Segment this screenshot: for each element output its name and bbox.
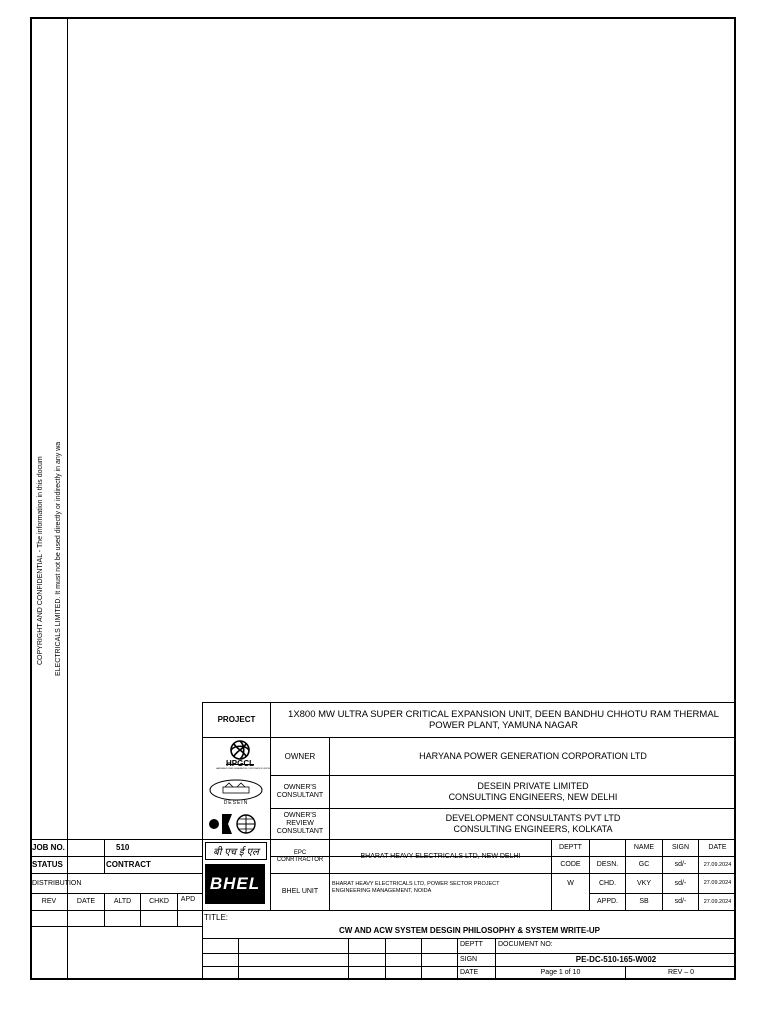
owners-consultant-line-1: DESEIN PRIVATE LIMITED (477, 781, 589, 791)
review-consultant-line-2: CONSULTING ENGINEERS, KOLKATA (453, 824, 613, 834)
approval-date: 27.09.2024 (703, 861, 732, 868)
review-consultant-value (330, 809, 736, 839)
bhel-unit-value (332, 881, 550, 895)
header-date: DATE (708, 844, 727, 851)
owners-consultant-label-1: OWNER'S (283, 784, 317, 791)
document-title: CW AND ACW SYSTEM DESGIN PHILOSOPHY & SYSTEM WRITE-UP (338, 926, 601, 935)
bhel-logo-box (205, 864, 265, 904)
project-title (271, 703, 736, 737)
hpgcl-logo-text: HPGCL (226, 759, 254, 768)
dcpl-logo (206, 812, 264, 836)
approval-date: 27.09.2024 (703, 898, 732, 905)
doc-date-label: DATE (460, 969, 479, 976)
epc-label (271, 840, 329, 873)
copyright-line-1: COPYRIGHT AND CONFIDENTIAL - The information in this docum (37, 456, 44, 665)
project-line-2: POWER PLANT, YAMUNA NAGAR (428, 720, 579, 731)
approval-sign: sd/- (674, 898, 687, 905)
dcpl-emblem-icon (206, 812, 264, 836)
bhel-logo (203, 840, 270, 910)
altd-header: ALTD (113, 898, 132, 905)
owners-consultant-value (330, 776, 736, 808)
review-consultant-label-1: OWNER'S (283, 812, 317, 819)
bhel-unit-line-1: BHARAT HEAVY ELECTRICALS LTD, POWER SECTOR PROJECT (332, 881, 500, 887)
approval-name: VKY (636, 879, 651, 887)
review-consultant-label-2: REVIEW (286, 820, 314, 827)
project-label: PROJECT (217, 715, 256, 724)
owners-consultant-label-2: CONSULTANT (276, 792, 324, 799)
status-label: STATUS (32, 860, 63, 869)
hpgcl-logo-subtext: HARYANA POWER GENERATION CORPORATION LIMITED (216, 768, 271, 770)
review-consultant-label (271, 809, 329, 839)
approval-sign: sd/- (674, 861, 687, 868)
bhel-unit-line-2: ENGINEERING MANAGEMENT, NOIDA (332, 888, 432, 894)
job-label: JOB NO. (32, 843, 65, 852)
deptt-label: DEPTT (559, 844, 582, 851)
doc-no-label: DOCUMENT NO: (498, 941, 553, 948)
approval-role: DESN. (596, 861, 619, 868)
desein-logo (207, 778, 265, 806)
bhel-unit-label: BHEL UNIT (281, 888, 319, 895)
apd-header: APD (180, 896, 196, 903)
hpgcl-logo (216, 738, 271, 774)
bhel-logo-hindi-box (205, 842, 267, 860)
approval-date: 27.09.2024 (703, 880, 732, 886)
approval-role: APPD. (596, 898, 618, 905)
approval-sign: sd/- (674, 879, 687, 887)
owners-consultant-label (271, 776, 329, 808)
job-value: 510 (116, 843, 130, 852)
header-name: NAME (633, 844, 655, 851)
status-value: CONTRACT (106, 860, 151, 869)
code-value: W (567, 879, 574, 887)
epc-label-1: EPC (293, 849, 307, 856)
approval-name: GC (638, 861, 650, 868)
copyright-line-2: ELECTRICALS LIMITED. It must not be used directly or indirectly in any wa (55, 441, 62, 676)
review-consultant-line-1: DEVELOPMENT CONSULTANTS PVT LTD (445, 813, 621, 823)
owner-name: HARYANA POWER GENERATION CORPORATION LTD (419, 751, 647, 761)
rev-header: REV (41, 898, 57, 905)
doc-sign-label: SIGN (460, 956, 478, 963)
bhel-logo-hindi: बी एच ई एल (213, 847, 259, 858)
desein-logo-text: DESEIN (223, 800, 249, 806)
code-label: CODE (560, 861, 581, 868)
bhel-logo-text: BHEL (209, 874, 261, 893)
header-sign: SIGN (671, 844, 690, 851)
page-number: Page 1 of 10 (540, 969, 581, 976)
rev-date-header: DATE (76, 898, 96, 905)
project-line-1: 1X800 MW ULTRA SUPER CRITICAL EXPANSION UNIT, DEEN BANDHU CHHOTU RAM THERMAL (288, 709, 719, 720)
owners-consultant-line-2: CONSULTING ENGINEERS, NEW DELHI (448, 792, 618, 802)
review-consultant-label-3: CONSULTANT (276, 828, 324, 835)
title-label: TITLE: (204, 913, 229, 922)
distribution-label: DISTRIBUTION (32, 880, 82, 887)
revision-number: REV – 0 (667, 969, 695, 976)
margin-line (67, 17, 68, 980)
document-number: PE-DC-510-165-W002 (575, 955, 657, 964)
doc-deptt-label: DEPTT (460, 941, 483, 948)
approval-name: SB (639, 898, 649, 905)
chkd-header: CHKD (149, 898, 169, 905)
approval-role: CHD. (598, 879, 617, 887)
owner-label: OWNER (284, 751, 316, 761)
epc-label-2: CONRTRACTOR (276, 856, 324, 863)
epc-value: BHARAT HEAVY ELECTRICALS LTD, NEW DELHI (360, 852, 521, 860)
